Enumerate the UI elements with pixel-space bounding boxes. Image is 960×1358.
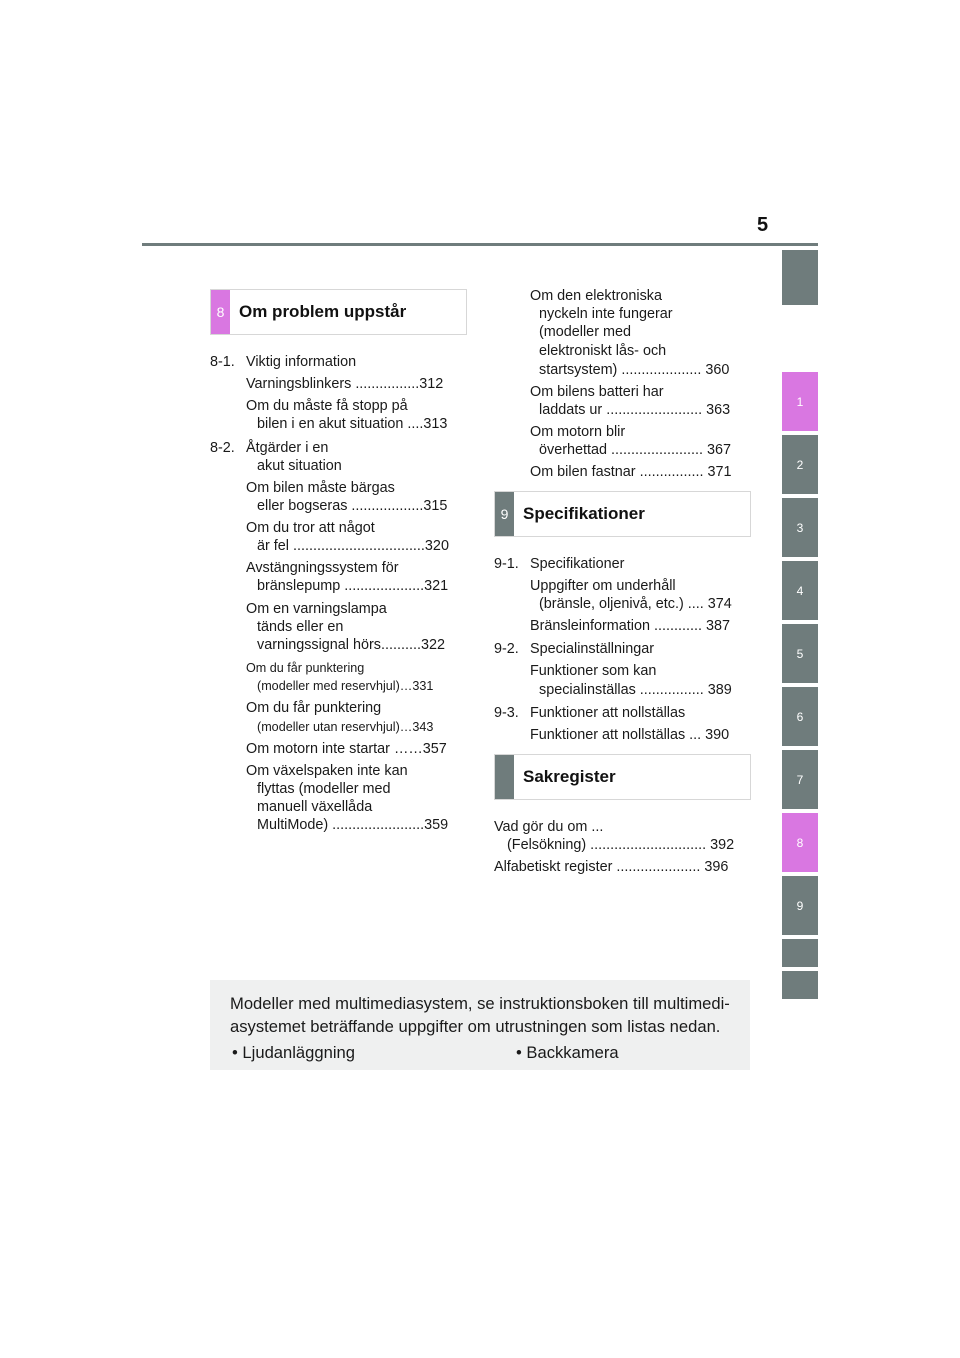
toc-entry-cont[interactable]: MultiMode) .......................359 xyxy=(257,817,449,833)
toc-entry[interactable]: Om en varningslampa xyxy=(246,601,387,617)
toc-entry[interactable]: Om du får punktering xyxy=(246,700,382,716)
section-8-title: Om problem uppstår xyxy=(239,302,407,321)
header-rule xyxy=(142,243,818,246)
subsection-8-2-number: 8-2. xyxy=(210,440,235,456)
toc-entry-cont[interactable]: (Felsökning) ............................. 392 xyxy=(507,837,735,853)
toc-entry[interactable]: Om växelspaken inte kan xyxy=(246,763,408,779)
index-header[interactable] xyxy=(494,754,751,800)
chapter-tab-5[interactable]: 5 xyxy=(782,624,818,683)
chapter-tab-9[interactable]: 9 xyxy=(782,876,818,935)
toc-entry[interactable]: Om den elektroniska xyxy=(530,288,662,304)
toc-entry[interactable]: Om motorn inte startar ……357 xyxy=(246,741,447,757)
index-marker xyxy=(495,755,514,799)
toc-entry[interactable]: Om bilen fastnar ................ 371 xyxy=(530,464,732,480)
subsection-9-3-title[interactable]: Funktioner att nollställas xyxy=(530,705,686,721)
chapter-tab-4[interactable]: 4 xyxy=(782,561,818,620)
toc-entry[interactable]: Alfabetiskt register ..................... 396 xyxy=(494,859,729,875)
toc-entry-cont[interactable]: elektroniskt lås- och xyxy=(539,343,667,359)
toc-entry[interactable]: Vad gör du om ... xyxy=(494,819,604,835)
chapter-tab-7[interactable]: 7 xyxy=(782,750,818,809)
toc-entry[interactable]: Uppgifter om underhåll xyxy=(530,578,676,594)
subsection-9-1-title[interactable]: Specifikationer xyxy=(530,556,625,572)
toc-entry-cont[interactable]: (modeller med xyxy=(539,324,631,340)
subsection-8-2-title[interactable]: Åtgärder i en xyxy=(246,440,329,456)
section-9-title: Specifikationer xyxy=(523,504,645,523)
toc-entry-cont[interactable]: laddats ur ........................ 363 xyxy=(539,402,731,418)
toc-entry[interactable]: Om bilens batteri har xyxy=(530,384,664,400)
bullet-audio: • Ljudanläggning xyxy=(232,1043,355,1062)
subsection-8-2-title-cont[interactable]: akut situation xyxy=(257,458,342,474)
chapter-tab-2[interactable]: 2 xyxy=(782,435,818,494)
section-8-header[interactable] xyxy=(210,289,467,335)
toc-entry[interactable]: Varningsblinkers ................312 xyxy=(246,376,444,392)
toc-entry-cont[interactable]: (modeller med reservhjul)…331 xyxy=(257,679,434,693)
toc-entry-cont[interactable]: eller bogseras ..................315 xyxy=(257,498,448,514)
toc-entry-cont[interactable]: bränslepump ....................321 xyxy=(257,578,449,594)
toc-entry-cont[interactable]: startsystem) .................... 360 xyxy=(539,362,730,378)
toc-entry[interactable]: Avstängningssystem för xyxy=(246,560,399,576)
toc-entry-cont[interactable]: varningssignal hörs..........322 xyxy=(257,637,445,653)
toc-entry-cont[interactable]: bilen i en akut situation ....313 xyxy=(257,416,448,432)
toc-entry[interactable]: Om du tror att något xyxy=(246,520,375,536)
toc-entry-cont[interactable]: (modeller utan reservhjul)…343 xyxy=(257,720,434,734)
subsection-9-1-number: 9-1. xyxy=(494,556,519,572)
toc-entry[interactable]: Bränsleinformation ............ 387 xyxy=(530,618,730,634)
toc-entry-cont[interactable]: nyckeln inte fungerar xyxy=(539,306,673,322)
section-9-header[interactable] xyxy=(494,491,751,537)
toc-entry-cont[interactable]: manuell växellåda xyxy=(257,799,373,815)
toc-entry[interactable]: Om du får punktering xyxy=(246,661,365,675)
chapter-tab-blank-2[interactable] xyxy=(782,971,818,999)
toc-entry-cont[interactable]: överhettad ....................... 367 xyxy=(539,442,731,458)
chapter-tab-6[interactable]: 6 xyxy=(782,687,818,746)
section-9-number: 9 xyxy=(495,492,514,536)
toc-entry[interactable]: Funktioner att nollställas ... 390 xyxy=(530,727,730,743)
chapter-tab-blank-top[interactable] xyxy=(782,250,818,305)
toc-entry-cont[interactable]: specialinställas ................ 389 xyxy=(539,682,732,698)
chapter-tab-3[interactable]: 3 xyxy=(782,498,818,557)
subsection-9-3-number: 9-3. xyxy=(494,705,519,721)
index-title: Sakregister xyxy=(523,767,616,786)
subsection-9-2-title[interactable]: Specialinställningar xyxy=(530,641,654,657)
toc-entry[interactable]: Om du måste få stopp på xyxy=(246,398,408,414)
toc-entry-cont[interactable]: flyttas (modeller med xyxy=(257,781,391,797)
toc-entry[interactable]: Funktioner som kan xyxy=(530,663,657,679)
toc-entry[interactable]: Om bilen måste bärgas xyxy=(246,480,395,496)
note-text: Modeller med multimediasystem, se instruktionsboken till multimedi-asystemet beträffande uppgifter om utrustningen som listas nedan. xyxy=(230,994,730,1036)
subsection-9-2-number: 9-2. xyxy=(494,641,519,657)
chapter-tab-8[interactable]: 8 xyxy=(782,813,818,872)
page-number: 5 xyxy=(757,214,769,236)
chapter-tab-blank-1[interactable] xyxy=(782,939,818,967)
chapter-tab-1[interactable]: 1 xyxy=(782,372,818,431)
toc-entry[interactable]: Om motorn blir xyxy=(530,424,626,440)
section-8-number: 8 xyxy=(211,290,230,334)
subsection-8-1-title[interactable]: Viktig information xyxy=(246,354,357,370)
toc-entry-cont[interactable]: tänds eller en xyxy=(257,619,344,635)
multimedia-note xyxy=(210,980,750,1070)
toc-entry-cont[interactable]: är fel .................................320 xyxy=(257,538,449,554)
subsection-8-1-number: 8-1. xyxy=(210,354,235,370)
toc-entry-cont[interactable]: (bränsle, oljenivå, etc.) .... 374 xyxy=(539,596,732,612)
bullet-backup-camera: • Backkamera xyxy=(516,1043,619,1062)
